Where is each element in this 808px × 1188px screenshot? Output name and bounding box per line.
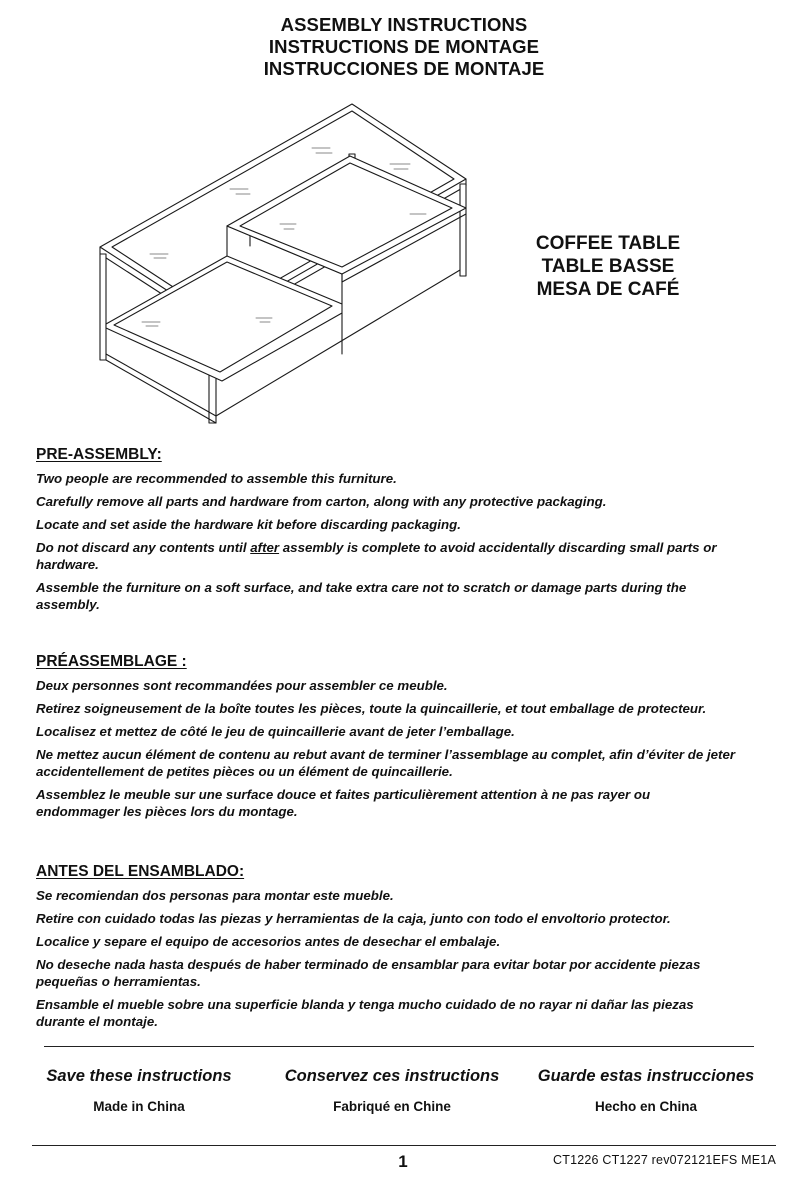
product-name — [508, 232, 708, 301]
section-heading: ANTES DEL ENSAMBLADO: — [36, 863, 245, 880]
paragraph: Two people are recommended to assemble this furniture. — [36, 471, 397, 486]
lower-shelf — [106, 156, 466, 423]
save-instructions-french: Conservez ces instructions — [284, 1067, 500, 1085]
footer-divider — [44, 1046, 754, 1047]
product-name-english: COFFEE TABLE — [535, 233, 681, 254]
paragraph: Localisez et mettez de côté le jeu de quincaillerie avant de jeter l’emballage. — [36, 724, 515, 739]
paragraph: Se recomiendan dos personas para montar este mueble. — [36, 888, 394, 903]
made-in-french: Fabriqué en Chine — [333, 1099, 451, 1114]
section-heading: PRÉASSEMBLAGE : — [36, 653, 187, 670]
footer-col-spanish — [516, 1066, 776, 1116]
paragraph: Retire con cuidado todas las piezas y herramientas de la caja, junto con todo el envoltorio protector. — [36, 911, 671, 926]
page-bottom-divider — [32, 1145, 776, 1146]
paragraph-discard-warning — [36, 539, 736, 573]
paragraph: Ne mettez aucun élément de contenu au rebut avant de terminer l’assemblage au complet, afin d’éviter de jeter accidentellement de petites pièces ou un élément de quincaillerie. — [36, 747, 736, 779]
title-french: INSTRUCTIONS DE MONTAGE — [268, 36, 540, 57]
discard-text-start: Do not discard any contents until — [36, 540, 251, 555]
pre-assembly-section-french — [36, 652, 736, 826]
made-in-english: Made in China — [93, 1099, 185, 1114]
made-in-spanish: Hecho en China — [594, 1099, 697, 1114]
paragraph: Localice y separe el equipo de accesorios antes de desechar el embalaje. — [36, 934, 501, 949]
save-instructions-english: Save these instructions — [46, 1067, 232, 1085]
document-code: CT1226 CT1227 rev072121EFS ME1A — [553, 1153, 776, 1167]
paragraph: Retirez soigneusement de la boîte toutes les pièces, toute la quincaillerie, et tout emballage de protecteur. — [36, 701, 707, 716]
document-title — [0, 14, 808, 80]
paragraph: Assemblez le meuble sur une surface douce et faites particulièrement attention à ne pas rayer ou endommager les pièces lors du montage. — [36, 787, 651, 819]
paragraph: Ensamble el mueble sobre una superficie blanda y tenga mucho cuidado de no rayar ni dañar las piezas durante el montaje. — [36, 997, 694, 1029]
paragraph: Assemble the furniture on a soft surface, and take extra care not to scratch or damage parts during the assembly. — [36, 580, 687, 612]
paragraph: Deux personnes sont recommandées pour assembler ce meuble. — [36, 678, 448, 693]
paragraph: No deseche nada hasta después de haber terminado de ensamblar para evitar botar por accidente piezas pequeñas o herramientas. — [36, 957, 701, 989]
page-number: 1 — [398, 1152, 408, 1171]
product-name-french: TABLE BASSE — [541, 256, 675, 277]
pre-assembly-section-spanish — [36, 862, 736, 1036]
section-heading: PRE-ASSEMBLY: — [36, 446, 162, 463]
discard-text-end: assembly is complete to avoid accidentally discarding small parts or hardware. — [36, 540, 717, 572]
title-english: ASSEMBLY INSTRUCTIONS — [280, 14, 528, 35]
paragraph: Carefully remove all parts and hardware from carton, along with any protective packaging. — [36, 494, 607, 509]
title-spanish: INSTRUCCIONES DE MONTAJE — [263, 58, 545, 79]
coffee-table-illustration — [90, 96, 480, 430]
footer-col-french — [262, 1066, 522, 1116]
footer-col-english — [9, 1066, 269, 1116]
discard-emphasis: after — [250, 540, 280, 555]
product-name-spanish: MESA DE CAFÉ — [536, 279, 680, 300]
paragraph: Locate and set aside the hardware kit before discarding packaging. — [36, 517, 461, 532]
save-instructions-spanish: Guarde estas instrucciones — [537, 1067, 755, 1085]
pre-assembly-section-english — [36, 445, 736, 619]
